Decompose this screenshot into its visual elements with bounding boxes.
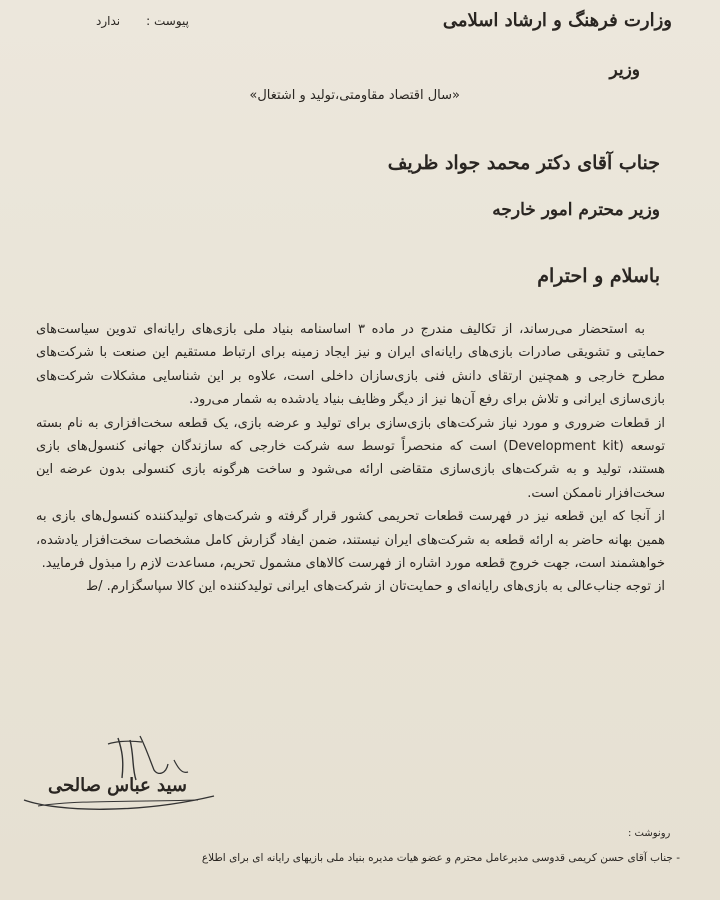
cc-recipient: - جناب آقای حسن کریمی قدوسی مدیرعامل محترم و عضو هیات مدیره بنیاد ملی بازیهای رایانه ای برای اطلاع — [201, 852, 680, 864]
cc-label: رونوشت : — [628, 828, 671, 839]
letter-body — [36, 318, 665, 599]
ministry-letterhead: وزارت فرهنگ و ارشاد اسلامی — [442, 10, 672, 31]
recipient-title: وزیر محترم امور خارجه — [492, 200, 660, 220]
minister-title: وزیر — [609, 60, 640, 80]
recipient-name: جناب آقای دکتر محمد جواد ظریف — [387, 152, 660, 174]
attachment-row — [96, 14, 189, 28]
body-paragraph-1: به استحضار می‌رساند، از تکالیف مندرج در ماده ۳ اساسنامه بنیاد ملی بازی‌های رایانه‌ای تدوین سیاست‌های حمایتی و تشویقی صادرات بازی‌های رایانه‌ای ایران و نیز ایجاد زمینه برای ارتباط مستقیم این صنعت با شرکت‌های مطرح خارجی و همچنین ارتقای دانش فنی بازی‌سازان داخلی است، علاوه بر این شناسایی مشکلات شرکت‌های بازی‌سازی ایرانی و تلاش برای رفع آن‌ها نیز از دیگر وظایف بنیاد یادشده به شمار می‌رود. — [36, 322, 665, 408]
attachment-label: پیوست : — [146, 14, 189, 28]
attachment-value: ندارد — [96, 14, 121, 28]
body-paragraph-4: از توجه جناب‌عالی به بازی‌های رایانه‌ای و حمایت‌تان از شرکت‌های ایرانی تولیدکننده این کالا سپاسگزارم. /ط — [86, 579, 665, 595]
body-paragraph-2: از قطعات ضروری و مورد نیاز شرکت‌های بازی‌سازی برای تولید و عرضه بازی، یک قطعه سخت‌افزاری به نام بسته توسعه (Development kit) است که منحصراً توسط سه شرکت خارجی که سازندگان جهانی کنسول‌های بازی هستند، تولید و به شرکت‌های بازی‌سازی متقاضی ارائه می‌شود و ساخت هرگونه بازی کنسولی بدون عرضه این سخت‌افزار ناممکن است. — [36, 415, 665, 501]
greeting: باسلام و احترام — [537, 265, 660, 287]
year-slogan: «سال اقتصاد مقاومتی،تولید و اشتغال» — [249, 88, 460, 103]
body-paragraph-3: از آنجا که این قطعه نیز در فهرست قطعات تحریمی کشور قرار گرفته و شرکت‌های تولیدکننده کنسول‌های بازی به همین بهانه حاضر به ارائه قطعه به شرکت‌های ایران نیستند، ضمن ایفاد گزارش کامل مشخصات سخت‌افزار یادشده، خواهشمند است، جهت خروج قطعه مورد اشاره از فهرست کالاهای مشمول تحریم، مساعدت لازم را مبذول فرمایید. — [36, 509, 665, 572]
signatory-name: سید عباس صالحی — [48, 775, 187, 796]
